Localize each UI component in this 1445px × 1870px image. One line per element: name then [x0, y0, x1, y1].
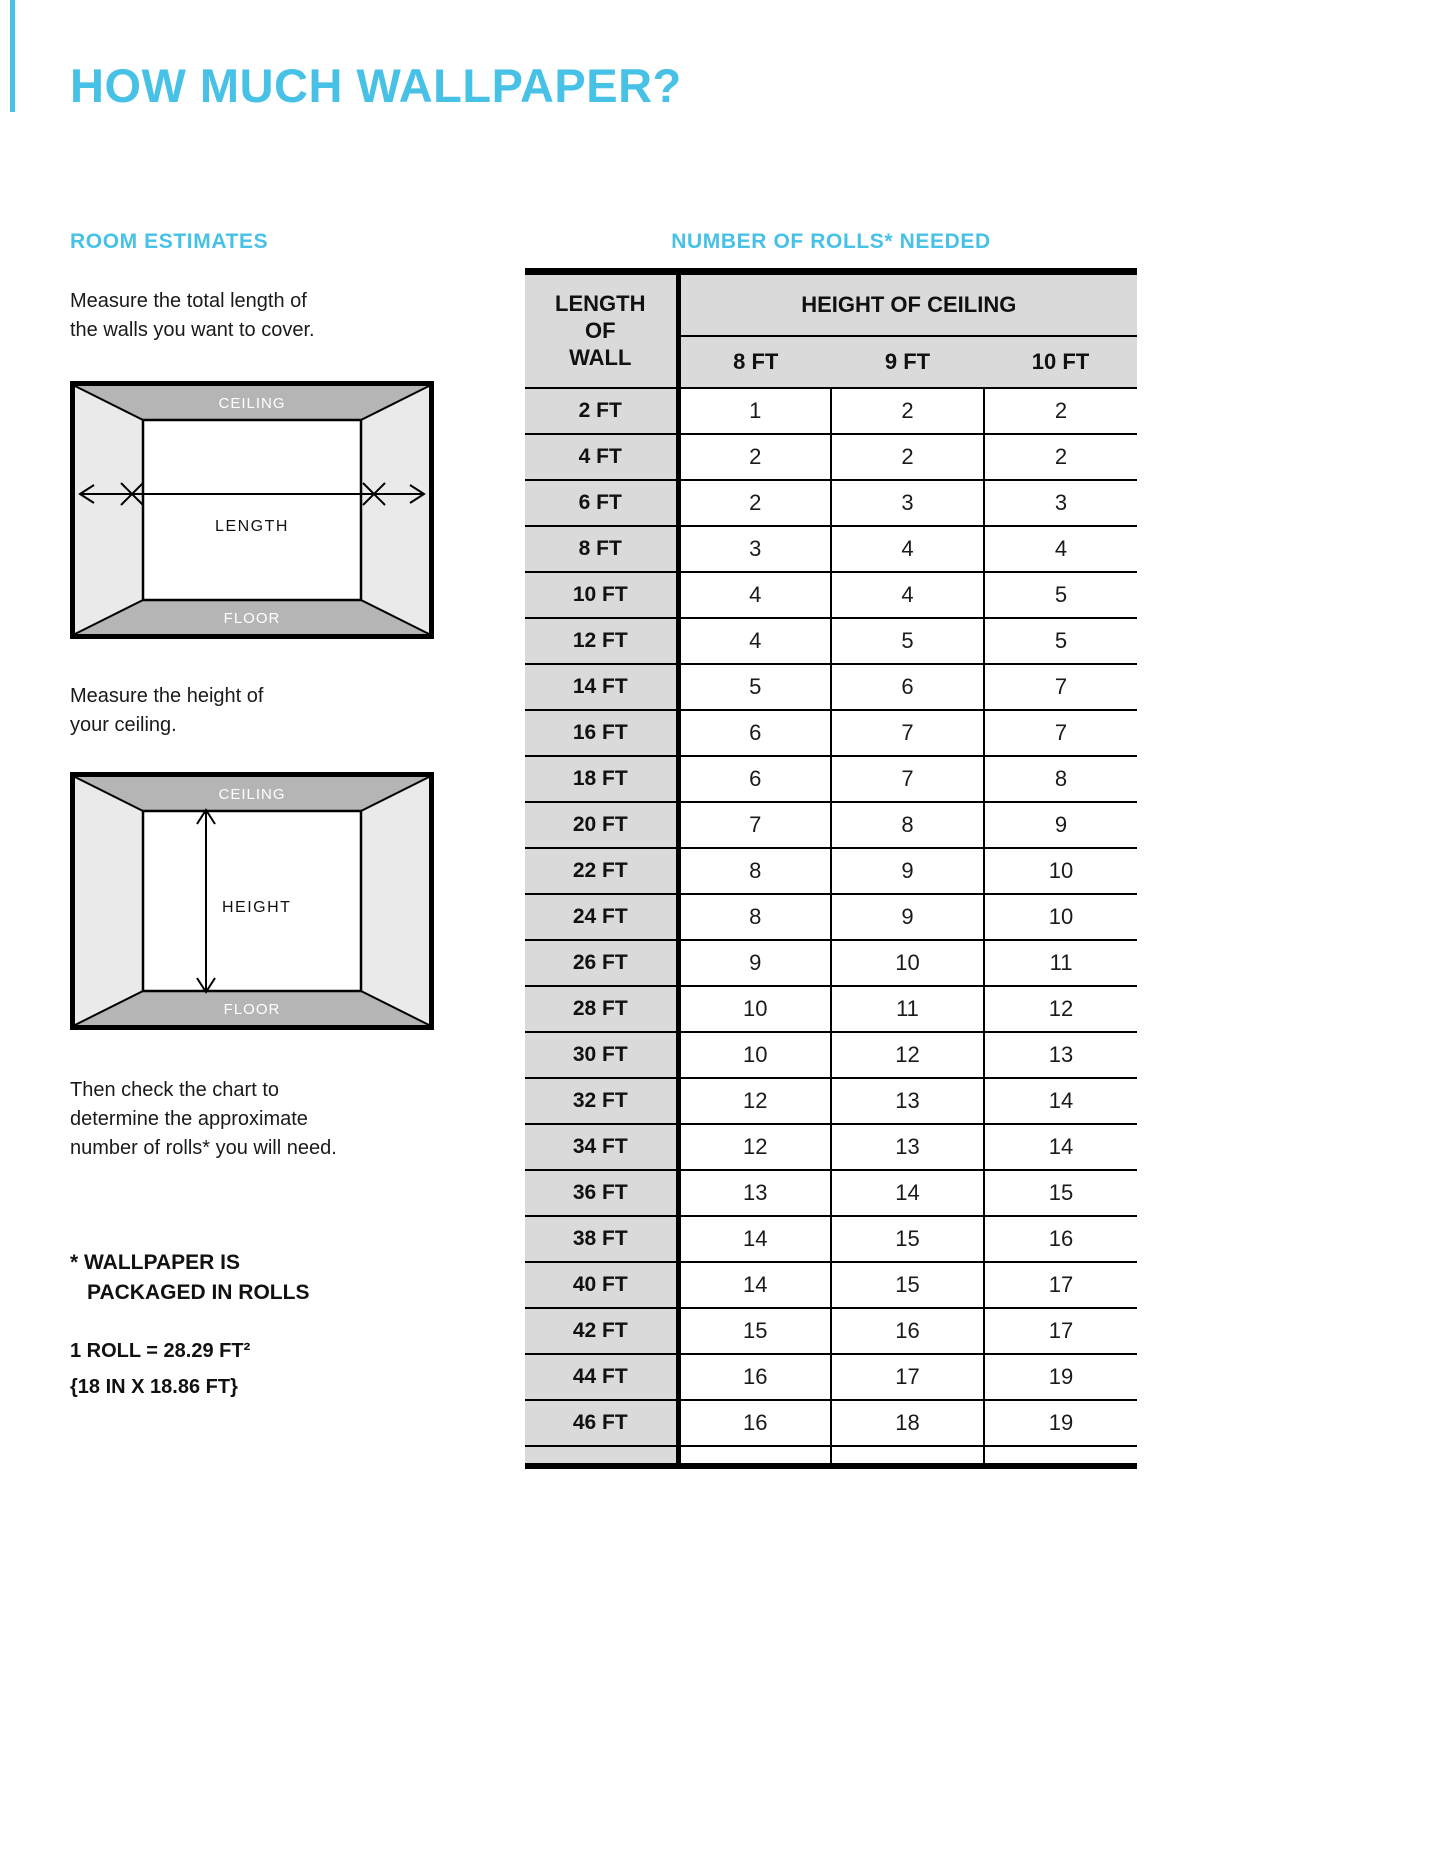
- page-edge-accent: [10, 0, 15, 112]
- rolls-8ft-cell: 12: [743, 1133, 768, 1159]
- rolls-8ft-cell: 1: [749, 397, 762, 423]
- rolls-8ft-cell: 13: [743, 1179, 768, 1205]
- diagram2-floor-label: FLOOR: [223, 1001, 281, 1018]
- rolls-8ft-cell: 6: [749, 719, 762, 745]
- roll-size-line: {18 IN X 18.86 FT}: [70, 1376, 238, 1398]
- rolls-9ft-cell: 5: [831, 618, 984, 664]
- wall-length-cell: 42 FT: [525, 1308, 678, 1354]
- rolls-8ft-cell: 5: [749, 673, 762, 699]
- rolls-10ft-cell: 4: [984, 526, 1137, 572]
- wall-length-cell: 38 FT: [525, 1216, 678, 1262]
- table-row: [525, 480, 1137, 526]
- page-title: HOW MUCH WALLPAPER?: [70, 59, 682, 112]
- rolls-9ft-cell: 17: [831, 1354, 984, 1400]
- table-row: [525, 1354, 1137, 1400]
- instruction-measure-height: [70, 682, 263, 740]
- rolls-9ft-cell: 4: [831, 572, 984, 618]
- rolls-9ft-cell: 2: [831, 388, 984, 434]
- rolls-9ft-cell: 8: [831, 802, 984, 848]
- wall-length-cell: 18 FT: [525, 756, 678, 802]
- room-estimates-heading: ROOM ESTIMATES: [70, 230, 269, 253]
- rolls-10ft-cell: 19: [984, 1354, 1137, 1400]
- rolls-8ft-cell: 3: [749, 535, 762, 561]
- wall-length-cell: 34 FT: [525, 1124, 678, 1170]
- table-row: [525, 986, 1137, 1032]
- rolls-10ft-cell: 3: [984, 480, 1137, 526]
- wall-length-cell: 32 FT: [525, 1078, 678, 1124]
- wall-length-cell: 10 FT: [525, 572, 678, 618]
- rolls-9ft-cell: 11: [831, 986, 984, 1032]
- rolls-table: [525, 268, 1137, 1469]
- wall-length-cell: 4 FT: [525, 434, 678, 480]
- table-row: [525, 1308, 1137, 1354]
- table-row: [525, 1400, 1137, 1446]
- rolls-8ft-cell: 15: [743, 1317, 768, 1343]
- table-row: [525, 618, 1137, 664]
- rolls-10ft-cell: 13: [984, 1032, 1137, 1078]
- table-row: [525, 894, 1137, 940]
- back-wall: [143, 420, 361, 600]
- rolls-8ft-cell: 14: [743, 1271, 768, 1297]
- rolls-10ft-cell: 10: [984, 894, 1137, 940]
- rolls-10ft-cell: 14: [984, 1124, 1137, 1170]
- table-row: [525, 1170, 1137, 1216]
- footnote-line: * WALLPAPER IS: [70, 1251, 240, 1274]
- rolls-8ft-cell: 2: [749, 489, 762, 515]
- diagram1-length-label: LENGTH: [215, 518, 289, 535]
- rolls-8ft-cell: 12: [743, 1087, 768, 1113]
- instruction-check-chart: [70, 1076, 337, 1163]
- rolls-10ft-cell: 9: [984, 802, 1137, 848]
- table-row: [525, 1124, 1137, 1170]
- rolls-8ft-cell: 4: [749, 627, 762, 653]
- roll-size-line: 1 ROLL = 28.29 FT²: [70, 1340, 251, 1362]
- rolls-9ft-cell: 10: [831, 940, 984, 986]
- rolls-10ft-cell: 10: [984, 848, 1137, 894]
- rolls-10ft-cell: 7: [984, 664, 1137, 710]
- ceiling-height-group-header: HEIGHT OF CEILING: [678, 272, 1137, 336]
- instruction-line: Measure the height of: [70, 685, 264, 707]
- rolls-8ft-cell: 8: [749, 857, 762, 883]
- rolls-8ft-cell: 4: [749, 581, 762, 607]
- wall-length-cell: 12 FT: [525, 618, 678, 664]
- rolls-9ft-cell: 2: [831, 434, 984, 480]
- wall-length-cell: 24 FT: [525, 894, 678, 940]
- diagram1-floor-label: FLOOR: [223, 610, 281, 627]
- wallpaper-rolls-footnote: [70, 1248, 309, 1308]
- footnote-line: PACKAGED IN ROLLS: [87, 1281, 310, 1304]
- rolls-9ft-cell: 7: [831, 710, 984, 756]
- rolls-9ft-cell: 6: [831, 664, 984, 710]
- rolls-8ft-cell: 10: [743, 1041, 768, 1067]
- wall-length-cell: 2 FT: [525, 388, 678, 434]
- rolls-8ft-cell: 16: [743, 1363, 768, 1389]
- room-height-diagram-svg: [70, 772, 434, 1030]
- rolls-10ft-cell: 15: [984, 1170, 1137, 1216]
- table-row: [525, 434, 1137, 480]
- table-row: [525, 710, 1137, 756]
- rolls-9ft-cell: 12: [831, 1032, 984, 1078]
- wall-length-cell: 26 FT: [525, 940, 678, 986]
- instruction-line: Then check the chart to: [70, 1079, 280, 1101]
- roll-size-info: [70, 1333, 250, 1405]
- rolls-9ft-cell: 13: [831, 1124, 984, 1170]
- rolls-10ft-cell: 5: [984, 618, 1137, 664]
- rolls-9ft-cell: 16: [831, 1308, 984, 1354]
- rolls-10ft-cell: 17: [984, 1262, 1137, 1308]
- rolls-9ft-cell: 9: [831, 848, 984, 894]
- table-row: [525, 388, 1137, 434]
- rolls-8ft-cell: 6: [749, 765, 762, 791]
- instruction-line: number of rolls* you will need.: [70, 1137, 337, 1159]
- rolls-9ft-cell: 14: [831, 1170, 984, 1216]
- column-header-8ft: 8 FT: [678, 336, 831, 388]
- diagram1-ceiling-label: CEILING: [218, 395, 286, 412]
- wall-length-cell: 22 FT: [525, 848, 678, 894]
- rolls-10ft-cell: 5: [984, 572, 1137, 618]
- rolls-8ft-cell: 10: [743, 995, 768, 1021]
- column-header-10ft: 10 FT: [984, 336, 1137, 388]
- rolls-10ft-cell: 12: [984, 986, 1137, 1032]
- rolls-9ft-cell: 15: [831, 1216, 984, 1262]
- rolls-needed-heading: NUMBER OF ROLLS* NEEDED: [671, 230, 991, 253]
- rolls-10ft-cell: 2: [984, 388, 1137, 434]
- table-row: [525, 940, 1137, 986]
- rolls-table-container: [525, 268, 1137, 1469]
- rolls-9ft-cell: 3: [831, 480, 984, 526]
- wall-length-cell: 8 FT: [525, 526, 678, 572]
- table-row: [525, 1032, 1137, 1078]
- wall-length-cell: 40 FT: [525, 1262, 678, 1308]
- wall-length-column-header: LENGTH OF WALL: [525, 272, 678, 388]
- wall-length-cell: 44 FT: [525, 1354, 678, 1400]
- rolls-10ft-cell: 14: [984, 1078, 1137, 1124]
- table-row: [525, 1262, 1137, 1308]
- wall-length-cell: 16 FT: [525, 710, 678, 756]
- rolls-10ft-cell: 8: [984, 756, 1137, 802]
- table-footer-spacer: [525, 1446, 1137, 1466]
- table-row: [525, 572, 1137, 618]
- rolls-9ft-cell: 7: [831, 756, 984, 802]
- rolls-8ft-cell: 9: [749, 949, 762, 975]
- instruction-line: your ceiling.: [70, 714, 177, 736]
- rolls-table-body: [525, 388, 1137, 1446]
- rolls-9ft-cell: 9: [831, 894, 984, 940]
- rolls-10ft-cell: 2: [984, 434, 1137, 480]
- room-height-diagram: [70, 772, 434, 1035]
- rolls-10ft-cell: 7: [984, 710, 1137, 756]
- rolls-10ft-cell: 17: [984, 1308, 1137, 1354]
- rolls-8ft-cell: 7: [749, 811, 762, 837]
- table-row: [525, 802, 1137, 848]
- rolls-10ft-cell: 16: [984, 1216, 1137, 1262]
- rolls-9ft-cell: 18: [831, 1400, 984, 1446]
- table-row: [525, 1078, 1137, 1124]
- instruction-measure-length: [70, 287, 315, 345]
- instruction-line: the walls you want to cover.: [70, 319, 315, 341]
- room-length-diagram: [70, 381, 434, 644]
- wall-length-cell: 46 FT: [525, 1400, 678, 1446]
- rolls-9ft-cell: 15: [831, 1262, 984, 1308]
- rolls-9ft-cell: 13: [831, 1078, 984, 1124]
- instruction-line: Measure the total length of: [70, 290, 307, 312]
- rolls-9ft-cell: 4: [831, 526, 984, 572]
- footer-spacer-cell: [525, 1446, 678, 1466]
- wall-length-cell: 28 FT: [525, 986, 678, 1032]
- table-row: [525, 756, 1137, 802]
- rolls-10ft-cell: 11: [984, 940, 1137, 986]
- rolls-10ft-cell: 19: [984, 1400, 1137, 1446]
- wall-length-cell: 20 FT: [525, 802, 678, 848]
- table-row: [525, 664, 1137, 710]
- rolls-8ft-cell: 16: [743, 1409, 768, 1435]
- table-row: [525, 1216, 1137, 1262]
- wall-length-cell: 14 FT: [525, 664, 678, 710]
- wall-length-cell: 6 FT: [525, 480, 678, 526]
- rolls-8ft-cell: 8: [749, 903, 762, 929]
- diagram2-height-label: HEIGHT: [222, 899, 292, 916]
- wall-length-cell: 36 FT: [525, 1170, 678, 1216]
- room-length-diagram-svg: [70, 381, 434, 639]
- table-row: [525, 848, 1137, 894]
- wall-length-cell: 30 FT: [525, 1032, 678, 1078]
- rolls-8ft-cell: 14: [743, 1225, 768, 1251]
- rolls-8ft-cell: 2: [749, 443, 762, 469]
- instruction-line: determine the approximate: [70, 1108, 308, 1130]
- column-header-9ft: 9 FT: [831, 336, 984, 388]
- table-row: [525, 526, 1137, 572]
- diagram2-ceiling-label: CEILING: [218, 786, 286, 803]
